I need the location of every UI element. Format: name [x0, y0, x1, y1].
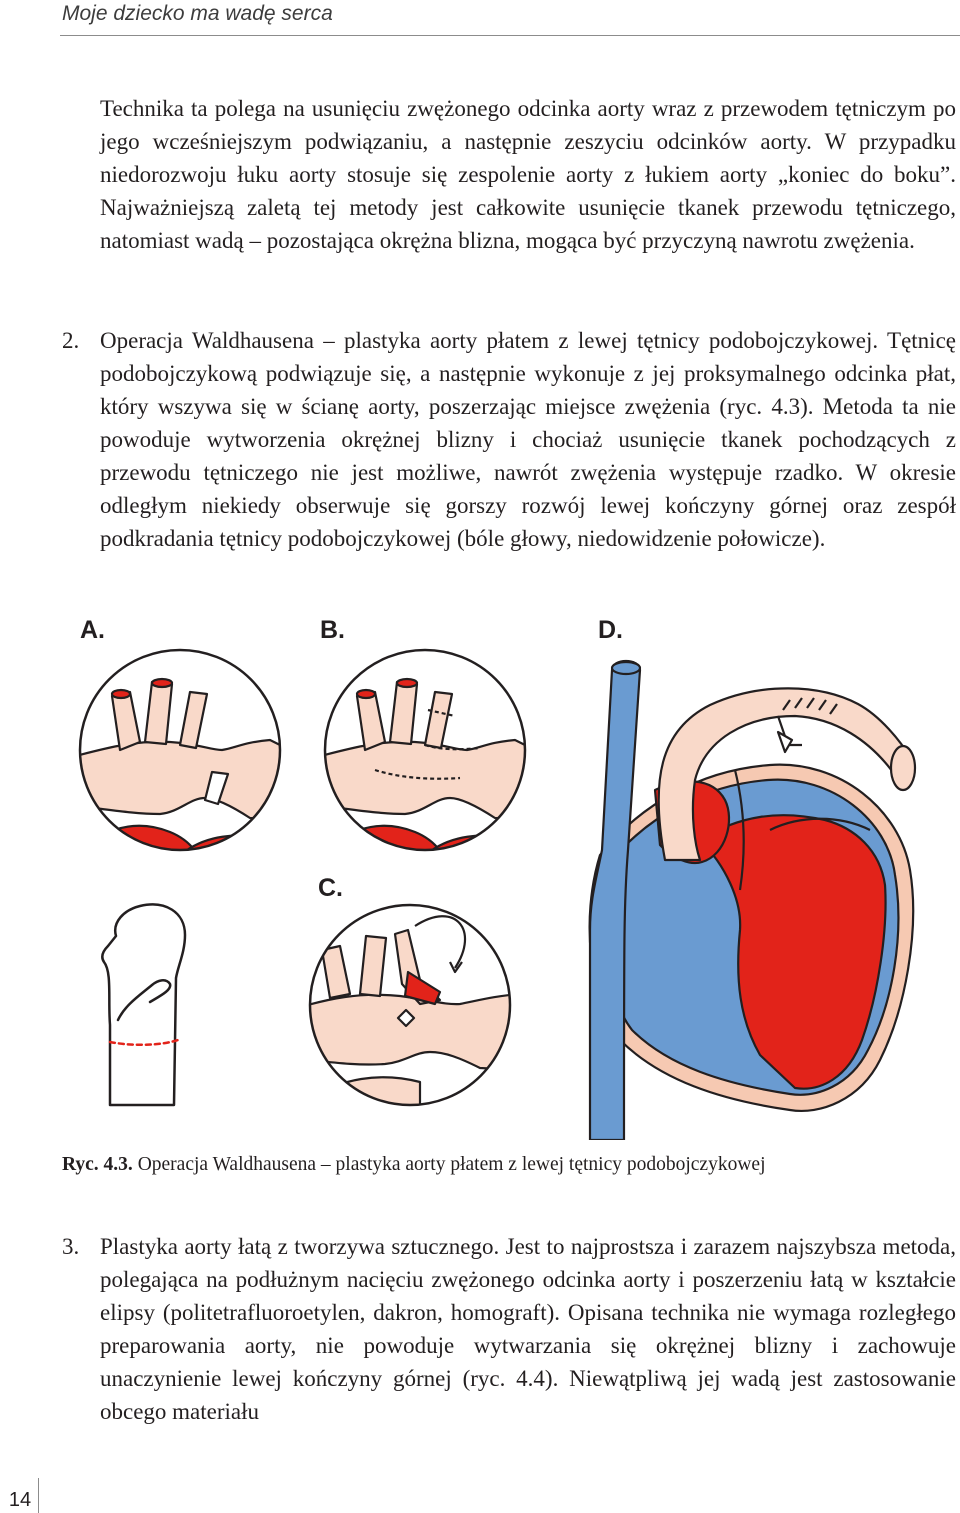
panel-label-c: C.: [318, 874, 343, 902]
caption-text: Operacja Waldhausena – plastyka aorty płatem z lewej tętnicy podobojczykowej: [132, 1154, 766, 1175]
panel-d-heart-overview: [590, 661, 915, 1140]
page-number: 14: [8, 1489, 32, 1511]
panel-label-b: B.: [320, 616, 345, 644]
paragraph-technique-resection: Technika ta polega na usunięciu zwężonego odcinka aorty wraz z przewodem tętniczym po jego wcześniejszym podwiązaniu, a następnie zeszyciu odcinków aorty. W przypadku niedorozwoju łuku aorty stosuje się zespolenie aorty z łukiem aorty „koniec do boku”. Najważniejszą zaletą tej metody jest całkowite usunięcie tkanek przewodu tętniczego, natomiast wadą – pozostająca okrężna blizna, mogąca być przyczyną nawrotu zwężenia.: [100, 96, 956, 253]
caption-label: Ryc. 4.3.: [62, 1154, 133, 1175]
paragraph-waldhausen: Operacja Waldhausena – plastyka aorty płatem z lewej tętnicy podobojczykowej. Tętnicę podobojczykową podwiązuje się, a następnie wykonuje z jej proksymalnego odcinka płat, który wszywa się w ścianę aorty, poszerzając miejsce zwężenia (ryc. 4.3). Metoda ta nie powoduje wytworzenia okrężnej blizny i chociaż usunięcie tkanek pochodzących z przewodu tętniczego nie jest możliwe, nawrót zwężenia występuje rzadko. W okresie odległym niekiedy obserwuje się gorszy rozwój lewej kończyny górnej oraz zespół podkradania tętnicy podobojczykowej (bóle głowy, niedowidzenie połowicze).: [100, 328, 956, 551]
panel-label-d: D.: [598, 616, 623, 644]
figure-caption: [62, 1151, 766, 1179]
child-silhouette-icon: [102, 904, 185, 1105]
running-header: Moje dziecko ma wadę serca: [62, 2, 333, 25]
list-number-3: 3.: [62, 1234, 80, 1259]
panel-b-ligation-incision: [305, 650, 535, 870]
header-rule: [60, 35, 960, 36]
list-number-2: 2.: [62, 328, 80, 353]
figure-illustration: [0, 600, 960, 1140]
panel-a-aortic-arch-before: [60, 650, 290, 870]
panel-c-flap-insertion: [290, 905, 520, 1120]
paragraph-patch-plasty: Plastyka aorty łatą z tworzywa sztucznego. Jest to najprostsza i zarazem najszybsza metoda, polegająca na podłużnym nacięciu zwężonego odcinka aorty i poszerzeniu łatą w kształcie elipsy (politetrafluoroetylen, dakron, homograft). Opisana technika nie wymaga rozległego preparowania aorty, nie powoduje wytwarzania się okrężnej blizny i zachowuje unaczynienie lewej kończyny górnej (ryc. 4.4). Niewątpliwą jej wadą jest zastosowanie obcego materiału: [100, 1234, 956, 1424]
figure-waldhausen-operation: [0, 600, 960, 1140]
panel-label-a: A.: [80, 616, 105, 644]
